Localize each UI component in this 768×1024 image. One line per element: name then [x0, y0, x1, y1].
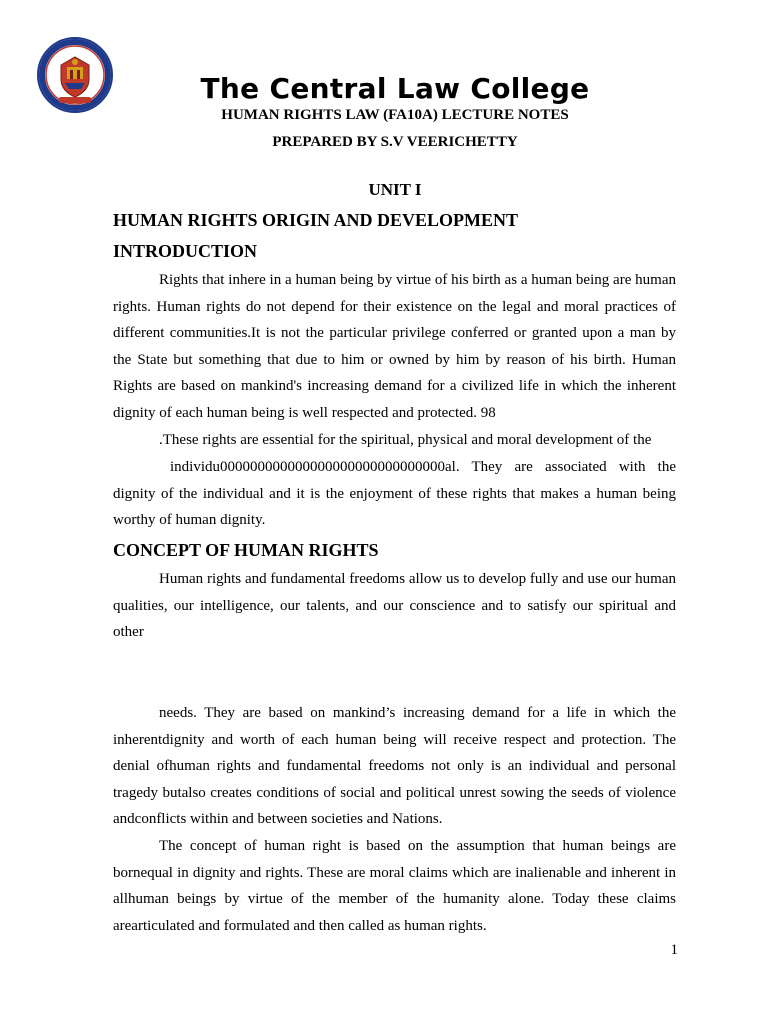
intro-paragraph: .These rights are essential for the spiritual, physical and moral development of the	[159, 432, 652, 448]
concept-heading: CONCEPT OF HUMAN RIGHTS	[113, 540, 379, 560]
intro-paragraph: Rights that inhere in a human being by virtue of his birth as a human being are human rights. Human rights do not depend for their existence on the legal and moral practices of different communities.It is not the particular privilege conferred or granted upon a man by the State but something that due to him or owned by him by reason of his birth. Human Rights are based on mankind's increasing demand for a civilized life in which the inherent dignity of each human being is well respected and protected. 98	[113, 272, 676, 421]
section-heading: HUMAN RIGHTS ORIGIN AND DEVELOPMENT	[113, 210, 519, 230]
college-title: The Central Law College	[200, 72, 590, 105]
concept-paragraph: needs. They are based on mankind’s increasing demand for a life in which the inherentdignity and worth of each human being will receive respect and protection. The denial ofhuman rights and fundamental freedoms not only is an individual and personal tragedy butalso creates conditions of social and political unrest sowing the seeds of violence andconflicts within and between societies and Nations.	[113, 705, 676, 828]
intro-heading: INTRODUCTION	[113, 241, 258, 261]
concept-paragraph: Human rights and fundamental freedoms allow us to develop fully and use our human qualities, our intelligence, our talents, and our conscience and to satisfy our spiritual and other	[113, 571, 676, 641]
concept-paragraph: The concept of human right is based on the assumption that human beings are bornequal in dignity and rights. These are moral claims which are inalienable and inherent in allhuman beings by virtue of the member of the humanity alone. Today these claims arearticulated and formulated and then called as human rights.	[113, 838, 676, 934]
intro-paragraph: individu000000000000000000000000000000al. They are associated with the dignity of the individual and it is the enjoyment of these rights that makes a human being worthy of human dignity.	[113, 459, 676, 529]
page-number: 1	[670, 942, 678, 958]
prepared-by: PREPARED BY S.V VEERICHETTY	[272, 134, 518, 150]
unit-title: UNIT I	[368, 180, 422, 199]
course-subtitle: HUMAN RIGHTS LAW (FA10A) LECTURE NOTES	[221, 107, 569, 123]
